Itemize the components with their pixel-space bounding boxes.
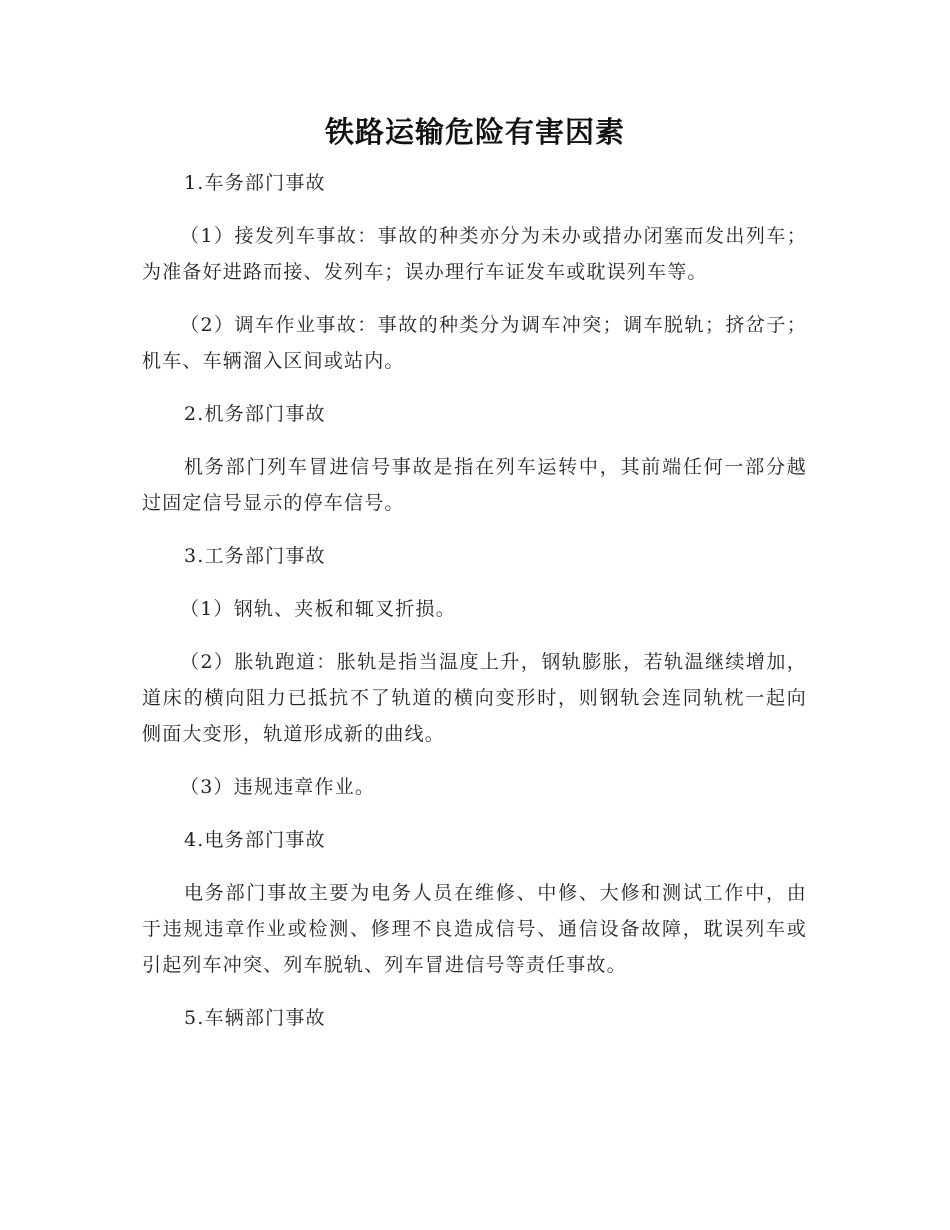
document-title: 铁路运输危险有害因素 <box>324 115 625 149</box>
section-heading-3: 3.工务部门事故 <box>184 545 326 567</box>
paragraph-track-buckling: （2）胀轨跑道：胀轨是指当温度上升，钢轨膨胀，若轨温继续增加，道床的横向阻力已抵抗不了轨道的横向变形时，则钢轨会连同轨枕一起向侧面大变形，轨道形成新的曲线。 <box>142 651 807 745</box>
section-heading-1: 1.车务部门事故 <box>184 172 326 194</box>
paragraph-train-dispatch-accident: （1）接发列车事故：事故的种类亦分为未办或措办闭塞而发出列车；为准备好进路而接、发列车；误办理行车证发车或耽误列车等。 <box>142 225 807 283</box>
paragraph-rule-violation: （3）违规违章作业。 <box>180 776 376 798</box>
paragraph-shunting-accident: （2）调车作业事故：事故的种类分为调车冲突；调车脱轨；挤岔子；机车、车辆溜入区间或站内。 <box>142 314 807 372</box>
section-heading-2: 2.机务部门事故 <box>184 403 326 425</box>
paragraph-rail-breakage: （1）钢轨、夹板和辄叉折损。 <box>180 598 456 620</box>
section-heading-4: 4.电务部门事故 <box>184 829 326 851</box>
paragraph-locomotive-signal-overrun: 机务部门列车冒进信号事故是指在列车运转中，其前端任何一部分越过固定信号显示的停车信号。 <box>142 456 807 514</box>
section-heading-5: 5.车辆部门事故 <box>184 1007 326 1029</box>
document-body <box>142 165 807 1053</box>
paragraph-signal-department-accident: 电务部门事故主要为电务人员在维修、中修、大修和测试工作中，由于违规违章作业或检测、修理不良造成信号、通信设备故障，耽误列车或引起列车冲突、列车脱轨、列车冒进信号等责任事故。 <box>142 882 807 976</box>
